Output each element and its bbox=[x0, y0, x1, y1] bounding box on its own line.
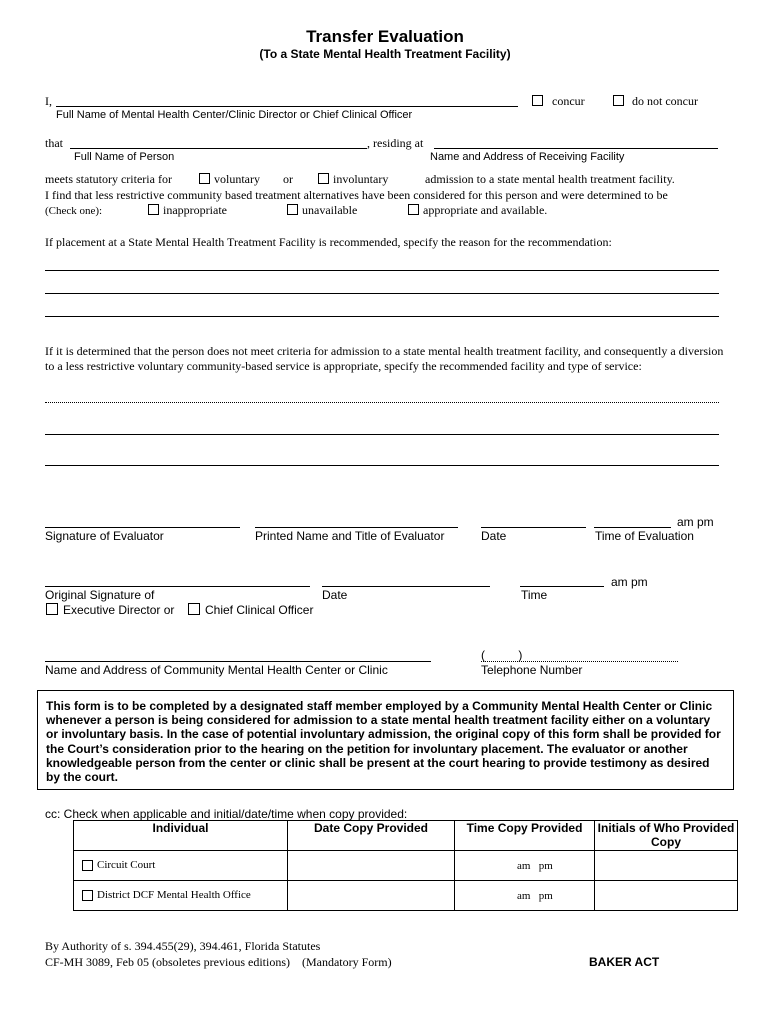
diversion-line-1[interactable] bbox=[45, 402, 719, 403]
person-caption: Full Name of Person bbox=[74, 151, 175, 163]
time-of-evaluation-label: Time of Evaluation bbox=[595, 529, 694, 543]
check-one-label: (Check one): bbox=[45, 205, 103, 217]
cc-header-row bbox=[74, 821, 738, 851]
voluntary-checkbox[interactable] bbox=[199, 173, 210, 184]
involuntary-checkbox[interactable] bbox=[318, 173, 329, 184]
appropriate-label: appropriate and available. bbox=[423, 203, 548, 217]
form-title: Transfer Evaluation bbox=[306, 27, 464, 46]
evaluation-time-field[interactable] bbox=[594, 527, 671, 528]
reason-line-3[interactable] bbox=[45, 316, 719, 317]
circuit-court-checkbox[interactable] bbox=[82, 860, 93, 871]
unavailable-checkbox[interactable] bbox=[287, 204, 298, 215]
cc-header-individual: Individual bbox=[74, 821, 288, 851]
admission-text: admission to a state mental health treatment facility. bbox=[425, 172, 675, 186]
evaluator-printed-name-field[interactable] bbox=[255, 527, 458, 528]
executive-director-checkbox[interactable] bbox=[46, 603, 58, 615]
table-row bbox=[74, 851, 738, 881]
original-am-pm: am pm bbox=[611, 575, 648, 589]
authority-text: By Authority of s. 394.455(29), 394.461, Florida Statutes bbox=[45, 939, 321, 953]
concur-checkbox[interactable] bbox=[532, 95, 543, 106]
dcf-office-label: District DCF Mental Health Office bbox=[97, 889, 251, 901]
reason-line-2[interactable] bbox=[45, 293, 719, 294]
or-label: or bbox=[283, 172, 293, 186]
circuit-court-label: Circuit Court bbox=[97, 859, 156, 871]
evaluation-am-pm: am pm bbox=[677, 515, 714, 529]
baker-act-label: BAKER ACT bbox=[589, 955, 660, 969]
date-label: Date bbox=[481, 529, 507, 543]
table-row bbox=[74, 881, 738, 911]
telephone-field[interactable] bbox=[481, 661, 678, 662]
center-name-label: Name and Address of Community Mental Health Center or Clinic bbox=[45, 663, 388, 677]
cc-date-cell[interactable] bbox=[288, 851, 455, 881]
cc-time-cell[interactable] bbox=[455, 881, 595, 911]
executive-director-label: Executive Director or bbox=[63, 603, 175, 617]
sig-evaluator-label: Signature of Evaluator bbox=[45, 529, 164, 543]
reason-line-1[interactable] bbox=[45, 270, 719, 271]
dcf-office-checkbox[interactable] bbox=[82, 890, 93, 901]
cc-individual-cell bbox=[74, 851, 288, 881]
do-not-concur-checkbox[interactable] bbox=[613, 95, 624, 106]
cc-header-time: Time Copy Provided bbox=[455, 821, 595, 851]
chief-clinical-officer-checkbox[interactable] bbox=[188, 603, 200, 615]
cc-initials-cell[interactable] bbox=[595, 851, 738, 881]
original-signature-field[interactable] bbox=[45, 586, 310, 587]
unavailable-label: unavailable bbox=[302, 203, 358, 217]
involuntary-label: involuntary bbox=[333, 172, 389, 186]
instruction-notice: This form is to be completed by a designated staff member employed by a Community Mental Health Center or Clinic whenever a person is being considered for admission to a state mental health treatment facility either on a voluntary or involuntary basis. In the case of potential involuntary admission, the original copy of this form shall be provided for the Court’s consideration prior to the hearing on the petition for involuntary placement. The evaluator or another knowledgeable person from the center or clinic shall be present at the court hearing to provide testimony as desired by the court. bbox=[37, 690, 734, 790]
cc-am-pm: am pm bbox=[517, 860, 553, 872]
diversion-prompt: If it is determined that the person does not meet criteria for admission to a state mental health treatment facility, and consequently a diversion to a less restrictive voluntary community-based service is appropriate, specify the recommended facility and type of service: bbox=[45, 344, 724, 373]
receiving-facility-field[interactable] bbox=[434, 148, 718, 149]
do-not-concur-label: do not concur bbox=[632, 94, 698, 108]
original-date-field[interactable] bbox=[322, 586, 490, 587]
cc-individual-cell bbox=[74, 881, 288, 911]
diversion-line-3[interactable] bbox=[45, 465, 719, 466]
cc-time-cell[interactable] bbox=[455, 851, 595, 881]
cc-initials-cell[interactable] bbox=[595, 881, 738, 911]
director-name-field[interactable] bbox=[56, 106, 518, 107]
original-signature-label: Original Signature of bbox=[45, 588, 155, 602]
original-date-label: Date bbox=[322, 588, 348, 602]
cc-header-initials: Initials of Who Provided Copy bbox=[595, 821, 738, 851]
cc-date-cell[interactable] bbox=[288, 881, 455, 911]
center-name-field[interactable] bbox=[45, 661, 431, 662]
voluntary-label: voluntary bbox=[214, 172, 260, 186]
form-id-text: CF-MH 3089, Feb 05 (obsoletes previous editions) (Mandatory Form) bbox=[45, 955, 392, 969]
appropriate-checkbox[interactable] bbox=[408, 204, 419, 215]
evaluator-signature-field[interactable] bbox=[45, 527, 240, 528]
original-time-field[interactable] bbox=[520, 586, 604, 587]
original-time-label: Time bbox=[521, 588, 548, 602]
concur-label: concur bbox=[552, 94, 585, 108]
person-name-field[interactable] bbox=[70, 148, 367, 149]
finding-text: I find that less restrictive community based treatment alternatives have been considered for this person and were determined to be bbox=[45, 188, 668, 202]
facility-caption: Name and Address of Receiving Facility bbox=[430, 151, 625, 163]
telephone-label: Telephone Number bbox=[481, 663, 583, 677]
diversion-line-2[interactable] bbox=[45, 434, 719, 435]
i-label: I, bbox=[45, 94, 52, 108]
inappropriate-checkbox[interactable] bbox=[148, 204, 159, 215]
cc-intro: cc: Check when applicable and initial/date/time when copy provided: bbox=[45, 807, 408, 821]
meets-criteria-text: meets statutory criteria for bbox=[45, 172, 172, 186]
form-subtitle: (To a State Mental Health Treatment Facility) bbox=[259, 47, 511, 61]
chief-clinical-officer-label: Chief Clinical Officer bbox=[205, 603, 314, 617]
inappropriate-label: inappropriate bbox=[163, 203, 227, 217]
cc-am-pm: am pm bbox=[517, 890, 553, 902]
evaluation-date-field[interactable] bbox=[481, 527, 586, 528]
cc-table bbox=[73, 820, 738, 911]
cc-header-date: Date Copy Provided bbox=[288, 821, 455, 851]
phone-area-code[interactable]: ( ) bbox=[481, 648, 523, 662]
placement-prompt: If placement at a State Mental Health Treatment Facility is recommended, specify the reason for the recommendation: bbox=[45, 235, 612, 249]
printed-name-label: Printed Name and Title of Evaluator bbox=[255, 529, 445, 543]
that-label: that bbox=[45, 136, 63, 150]
director-caption: Full Name of Mental Health Center/Clinic Director or Chief Clinical Officer bbox=[56, 109, 413, 121]
residing-at-label: , residing at bbox=[367, 136, 424, 150]
